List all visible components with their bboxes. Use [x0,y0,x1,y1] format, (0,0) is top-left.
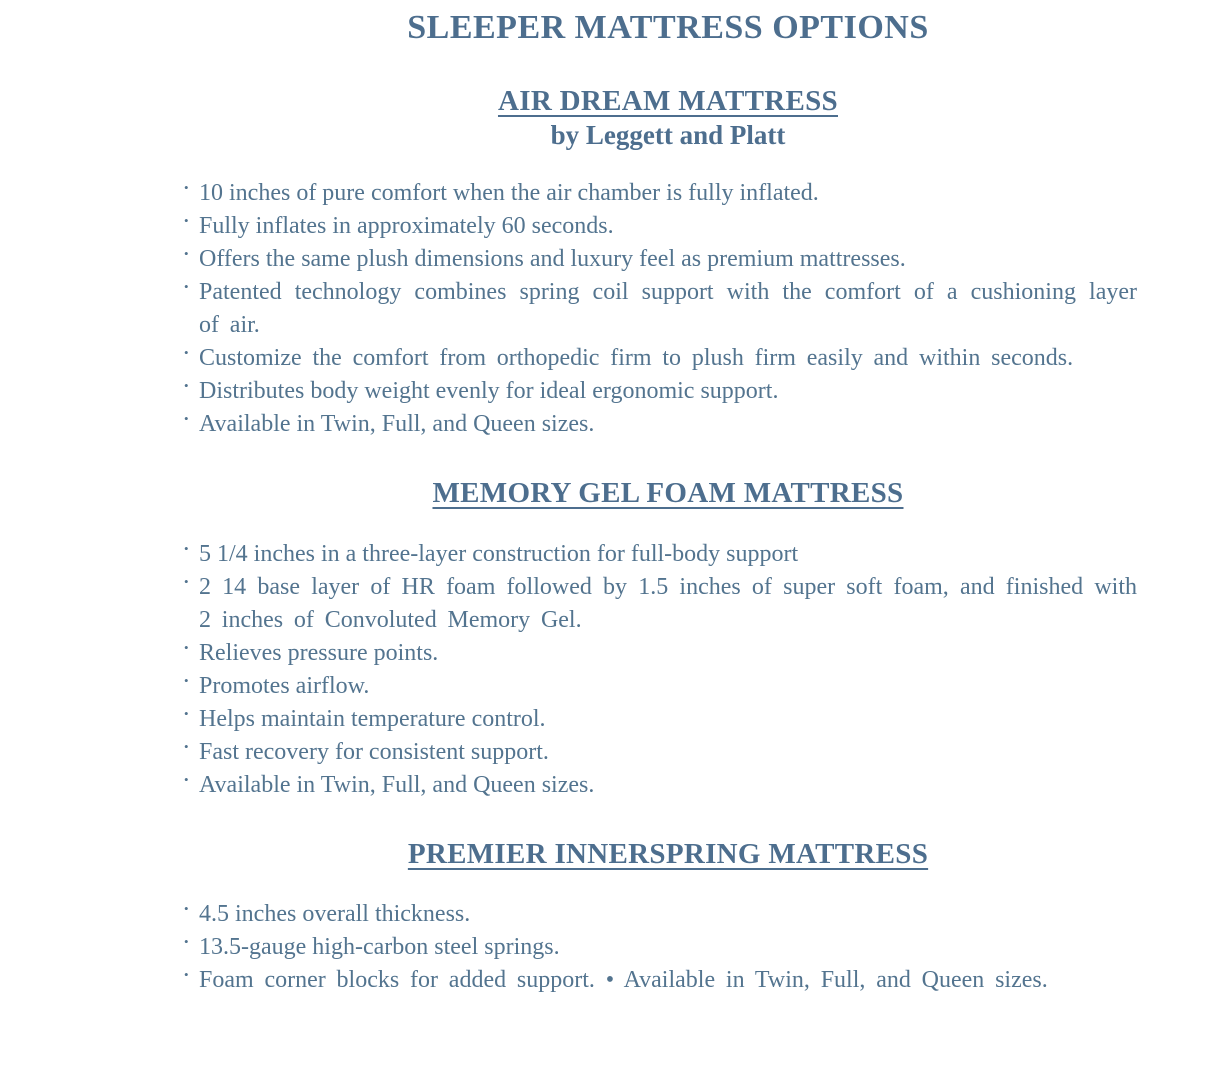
bullet-list-premier-innerspring [199,898,1137,997]
section-heading-air-dream [199,83,1137,119]
bullet-item: • 10 inches of pure comfort when the air chamber is fully inflated. [199,177,1137,210]
bullet-item: • Customize the comfort from orthopedic firm to plush firm easily and within seconds. [199,342,1137,375]
bullet-item: • 4.5 inches overall thickness. [199,898,1137,931]
section-heading-air-dream-text: AIR DREAM MATTRESS [497,84,838,117]
bullet-item: • Available in Twin, Full, and Queen sizes. [199,408,1137,441]
bullet-list-air-dream [199,177,1137,441]
bullet-item: • Distributes body weight evenly for ideal ergonomic support. [199,375,1137,408]
section-heading-memory-gel [199,475,1137,511]
bullet-item: • 5 1/4 inches in a three-layer construction for full-body support [199,538,1137,571]
bullet-item: • Helps maintain temperature control. [199,703,1137,736]
bullet-item: • 13.5-gauge high-carbon steel springs. [199,931,1137,964]
bullet-item: • 2 14 base layer of HR foam followed by 1.5 inches of super soft foam, and finished with 2 inches of Convoluted Memory Gel. [199,571,1137,637]
bullet-item: • Promotes airflow. [199,670,1137,703]
bullet-item: • Relieves pressure points. [199,637,1137,670]
section-subheading-air-dream: by Leggett and Platt [550,120,786,151]
bullet-item: • Patented technology combines spring coil support with the comfort of a cushioning layer of air. [199,276,1137,342]
bullet-item: • Foam corner blocks for added support. • Available in Twin, Full, and Queen sizes. [199,964,1137,997]
section-premier-innerspring [199,836,1137,997]
bullet-item: • Fully inflates in approximately 60 seconds. [199,210,1137,243]
bullet-item: • Available in Twin, Full, and Queen sizes. [199,769,1137,802]
section-heading-premier-innerspring-text: PREMIER INNERSPRING MATTRESS [407,837,929,870]
bullet-item: • Offers the same plush dimensions and luxury feel as premium mattresses. [199,243,1137,276]
section-heading-memory-gel-text: MEMORY GEL FOAM MATTRESS [432,477,904,510]
bullet-list-memory-gel [199,538,1137,802]
page-title: SLEEPER MATTRESS OPTIONS [407,9,929,46]
bullet-item: • Fast recovery for consistent support. [199,736,1137,769]
section-memory-gel [199,475,1137,801]
section-air-dream [199,83,1137,442]
section-heading-premier-innerspring [199,836,1137,872]
